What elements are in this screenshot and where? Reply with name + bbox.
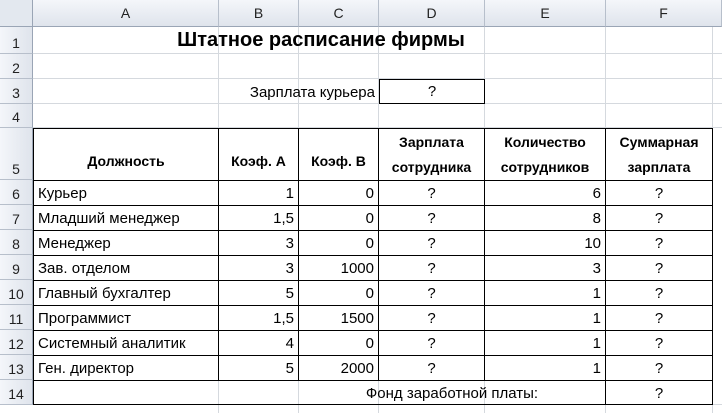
header-salary <box>379 129 484 180</box>
count-cell[interactable]: 8 <box>592 210 601 227</box>
position-cell[interactable]: Ген. директор <box>38 360 135 377</box>
courier-salary-label: Зарплата курьера <box>249 84 375 101</box>
salary-cell[interactable]: ? <box>427 285 436 302</box>
total-cell[interactable]: ? <box>654 310 664 327</box>
total-cell[interactable]: ? <box>654 210 664 227</box>
position-cell[interactable]: Программист <box>38 310 131 327</box>
header-count-line2: сотрудников <box>500 158 590 175</box>
position-cell[interactable]: Курьер <box>38 185 87 202</box>
coef-a-cell[interactable]: 5 <box>285 360 294 377</box>
count-cell[interactable]: 10 <box>584 235 601 252</box>
coef-a-cell[interactable]: 3 <box>285 235 294 252</box>
salary-cell[interactable]: ? <box>427 310 436 327</box>
total-cell[interactable]: ? <box>654 335 664 352</box>
column-header-f[interactable]: F <box>606 0 722 27</box>
total-cell[interactable]: ? <box>654 285 664 302</box>
salary-cell[interactable]: ? <box>427 185 436 202</box>
total-cell[interactable]: ? <box>654 185 664 202</box>
column-header-b[interactable]: B <box>219 0 299 27</box>
header-total-line1: Суммарная <box>619 133 699 150</box>
coef-a-cell[interactable]: 4 <box>285 335 294 352</box>
coef-b-cell[interactable]: 0 <box>365 235 374 252</box>
row-header-3[interactable]: 3 <box>0 79 33 104</box>
row-header-13[interactable]: 13 <box>0 355 33 380</box>
position-cell[interactable]: Системный аналитик <box>38 335 186 352</box>
row-header-9[interactable]: 9 <box>0 255 33 280</box>
total-cell[interactable]: ? <box>654 360 664 377</box>
payroll-label: Фонд заработной платы: <box>365 385 539 402</box>
count-cell[interactable]: 1 <box>592 310 601 327</box>
header-position: Должность <box>87 153 165 169</box>
salary-cell[interactable]: ? <box>427 235 436 252</box>
column-header-e[interactable]: E <box>485 0 606 27</box>
salary-cell[interactable]: ? <box>427 260 436 277</box>
row-header-14[interactable]: 14 <box>0 380 33 405</box>
salary-cell[interactable]: ? <box>427 210 436 227</box>
column-header-c[interactable]: C <box>299 0 379 27</box>
total-cell[interactable]: ? <box>654 260 664 277</box>
count-cell[interactable]: 3 <box>592 260 601 277</box>
row-header-11[interactable]: 11 <box>0 305 33 330</box>
header-total-line2: зарплата <box>627 158 691 175</box>
coef-b-cell[interactable]: 2000 <box>340 360 374 377</box>
coef-b-cell[interactable]: 0 <box>365 285 374 302</box>
count-cell[interactable]: 1 <box>592 285 601 302</box>
position-cell[interactable]: Зав. отделом <box>38 260 131 277</box>
row-header-10[interactable]: 10 <box>0 280 33 305</box>
position-cell[interactable]: Главный бухгалтер <box>38 285 171 302</box>
payroll-value[interactable]: ? <box>654 385 664 402</box>
header-salary-line2: сотрудника <box>391 158 472 175</box>
coef-a-cell[interactable]: 5 <box>285 285 294 302</box>
select-all-corner[interactable] <box>0 0 33 27</box>
courier-salary-input[interactable]: ? <box>379 79 485 104</box>
count-cell[interactable]: 1 <box>592 335 601 352</box>
row-header-12[interactable]: 12 <box>0 330 33 355</box>
coef-a-cell[interactable]: 1,5 <box>273 310 294 327</box>
header-salary-line1: Зарплата <box>399 133 464 150</box>
row-header-8[interactable]: 8 <box>0 230 33 255</box>
row-header-1[interactable]: 1 <box>0 27 33 54</box>
header-count <box>485 129 605 180</box>
header-coef-a: Коэф. А <box>231 153 286 169</box>
column-header-d[interactable]: D <box>379 0 485 27</box>
row-header-6[interactable]: 6 <box>0 180 33 205</box>
total-cell[interactable]: ? <box>654 235 664 252</box>
header-coef-b: Коэф. В <box>311 153 366 169</box>
header-count-line1: Количество <box>504 133 586 150</box>
coef-a-cell[interactable]: 3 <box>285 260 294 277</box>
coef-a-cell[interactable]: 1 <box>285 185 294 202</box>
coef-b-cell[interactable]: 1000 <box>340 260 374 277</box>
coef-a-cell[interactable]: 1,5 <box>273 210 294 227</box>
table-border <box>712 128 713 405</box>
count-cell[interactable]: 6 <box>592 185 601 202</box>
header-total <box>606 129 712 180</box>
coef-b-cell[interactable]: 0 <box>365 185 374 202</box>
position-cell[interactable]: Менеджер <box>38 235 111 252</box>
row-header-2[interactable]: 2 <box>0 54 33 79</box>
coef-b-cell[interactable]: 0 <box>365 335 374 352</box>
coef-b-cell[interactable]: 1500 <box>340 310 374 327</box>
row-header-5[interactable]: 5 <box>0 128 33 180</box>
salary-cell[interactable]: ? <box>427 360 436 377</box>
count-cell[interactable]: 1 <box>592 360 601 377</box>
position-cell[interactable]: Младший менеджер <box>38 210 180 227</box>
salary-cell[interactable]: ? <box>427 335 436 352</box>
column-header-a[interactable]: A <box>33 0 219 27</box>
row-header-4[interactable]: 4 <box>0 104 33 128</box>
coef-b-cell[interactable]: 0 <box>365 210 374 227</box>
row-header-7[interactable]: 7 <box>0 205 33 230</box>
page-title: Штатное расписание фирмы <box>177 29 465 51</box>
